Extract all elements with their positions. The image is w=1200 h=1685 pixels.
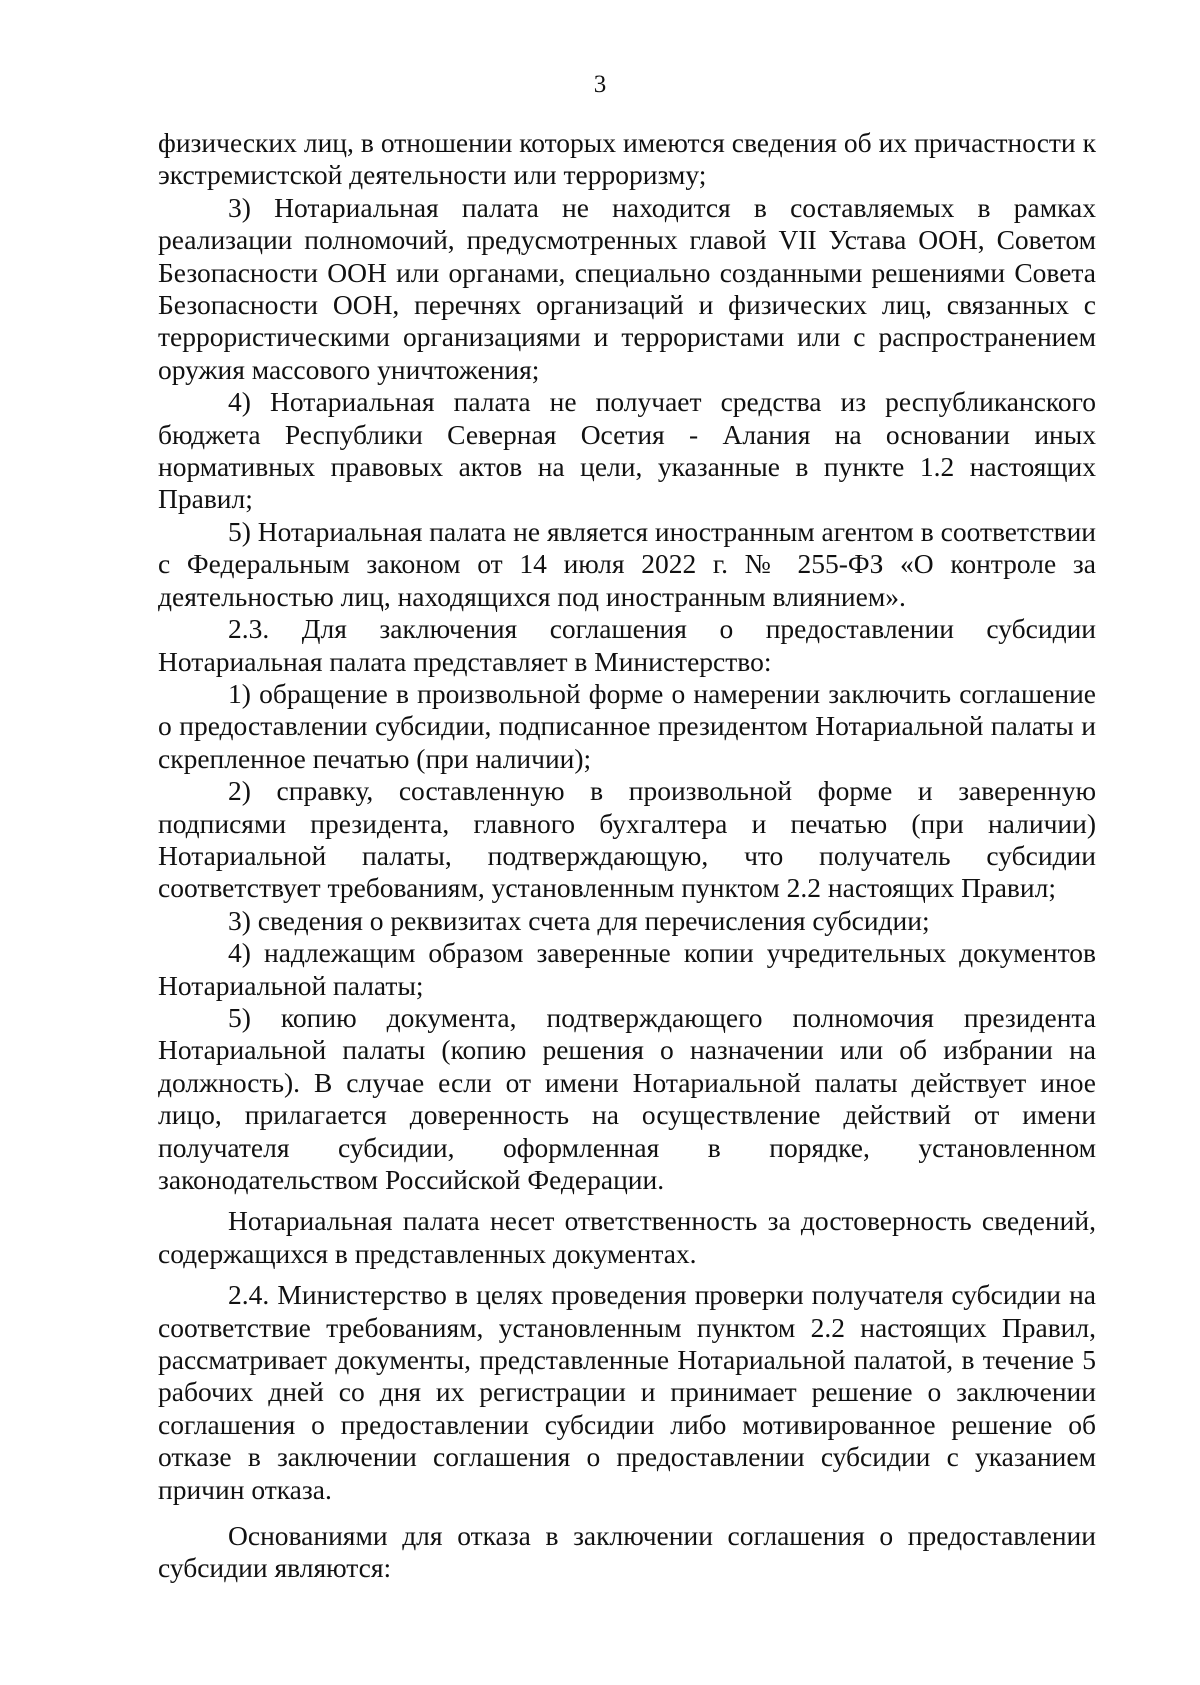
paragraph-item-4: 4) Нотариальная палата не получает средства из республиканского бюджета Республики Северная Осетия - Алания на основании иных нормативных правовых актов на цели, указанные в пункте 1.2 настоящих Правил; — [158, 386, 1096, 515]
paragraph-document-2: 2) справку, составленную в произвольной форме и заверенную подписями президента, главного бухгалтера и печатью (при наличии) Нотариальной палаты, подтверждающую, что получатель субсидии соответствует требованиям, установленным пунктом 2.2 настоящих Правил; — [158, 775, 1096, 904]
paragraph-document-3: 3) сведения о реквизитах счета для перечисления субсидии; — [228, 904, 930, 936]
paragraph-item-3: 3) Нотариальная палата не находится в составляемых в рамках реализации полномочий, предусмотренных главой VII Устава ООН, Советом Безопасности ООН или органами, специально созданными решениями Совета Безопасности ООН, перечнях организаций и физических лиц, связанных с террористическими организациями и террористами или с распространением оружия массового уничтожения; — [158, 191, 1096, 385]
paragraph-section-2-4: 2.4. Министерство в целях проведения проверки получателя субсидии на соответствие требованиям, установленным пунктом 2.2 настоящих Правил, рассматривает документы, представленные Нотариальной палатой, в течение 5 рабочих дней со дня их регистрации и принимает решение о заключении соглашения о предоставлении субсидии либо мотивированное решение об отказе в заключении соглашения о предоставлении субсидии с указанием причин отказа. — [158, 1279, 1096, 1505]
page-number: 3 — [593, 71, 607, 98]
document-body — [158, 127, 1096, 1585]
paragraph-section-2-3: 2.3. Для заключения соглашения о предоставлении субсидии Нотариальная палата представляет в Министерство: — [158, 613, 1096, 677]
paragraph-item-5: 5) Нотариальная палата не является иностранным агентом в соответствии с Федеральным законом от 14 июля 2022 г. № 255-ФЗ «О контроле за деятельностью лиц, находящихся под иностранным влиянием». — [158, 515, 1096, 612]
paragraph-document-4: 4) надлежащим образом заверенные копии учредительных документов Нотариальной палаты; — [158, 937, 1096, 1001]
paragraph-refusal-grounds: Основаниями для отказа в заключении соглашения о предоставлении субсидии являются: — [158, 1520, 1096, 1584]
paragraph-continuation: физических лиц, в отношении которых имеются сведения об их причастности к экстремистской деятельности или терроризму; — [158, 127, 1096, 191]
paragraph-responsibility: Нотариальная палата несет ответственность за достоверность сведений, содержащихся в представленных документах. — [158, 1205, 1096, 1269]
paragraph-document-5: 5) копию документа, подтверждающего полномочия президента Нотариальной палаты (копию решения о назначении или об избрании на должность). В случае если от имени Нотариальной палаты действует иное лицо, прилагается доверенность на осуществление действий от имени получателя субсидии, оформленная в порядке, установленном законодательством Российской Федерации. — [158, 1001, 1096, 1195]
paragraph-document-1: 1) обращение в произвольной форме о намерении заключить соглашение о предоставлении субсидии, подписанное президентом Нотариальной палаты и скрепленное печатью (при наличии); — [158, 677, 1096, 774]
